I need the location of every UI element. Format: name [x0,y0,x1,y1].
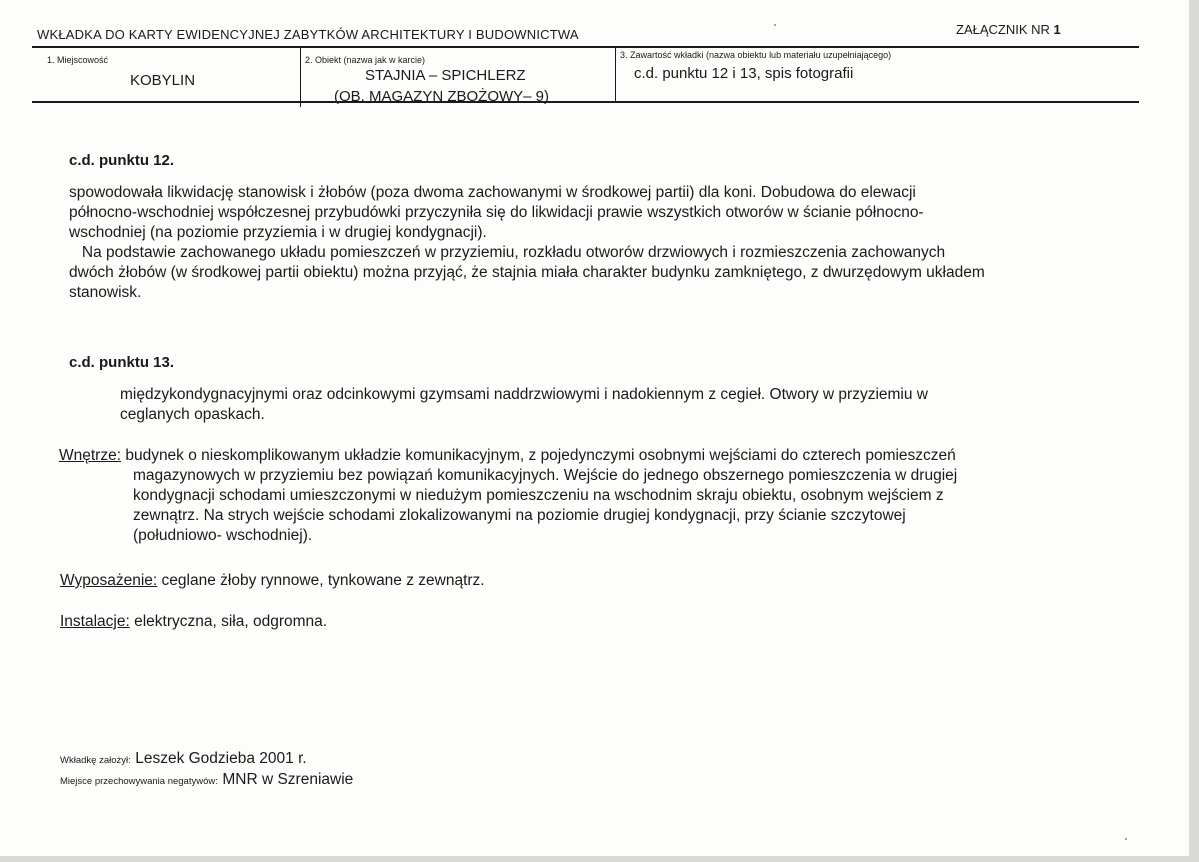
interior-row [59,446,956,466]
paragraph-line: spowodowała likwidację stanowisk i żłobów (poza dwoma zachowanymi w środkowej partii) dla koni. Dobudowa do elewacji [69,184,916,201]
paragraph-line: ceglanych opaskach. [120,406,265,423]
annex-label-text: ZAŁĄCZNIK NR [956,22,1050,37]
section-12-text [69,183,985,303]
installations-row [60,612,327,632]
installations-label: Instalacje: [60,613,130,630]
installations-value: elektryczna, siła, odgromna. [134,613,328,630]
paragraph-line: wschodniej (na poziomie przyziemia i w drugiej kondygnacji). [69,224,487,241]
storage-label: Miejsce przechowywania negatywów: [60,776,218,787]
object-value-line1: STAJNIA – SPICHLERZ [365,67,526,84]
column-divider-2 [615,47,616,103]
scan-speck [774,24,776,26]
scan-edge-right [1189,0,1199,862]
scan-edge-bottom [0,856,1199,862]
interior-text [133,466,957,546]
author-value: Leszek Godzieba 2001 r. [135,750,307,767]
paragraph-line: międzykondygnacyjnymi oraz odcinkowymi gzymsami naddrzwiowymi i nadokiennym z cegieł. Otwory w przyziemiu w [120,386,928,403]
document-title: WKŁADKA DO KARTY EWIDENCYJNEJ ZABYTKÓW ARCHITEKTURY I BUDOWNICTWA [37,27,579,42]
paragraph-line: Na podstawie zachowanego układu pomieszczeń w przyziemiu, rozkładu otworów drzwiowych i rozmieszczenia zachowanych [69,244,946,261]
equipment-label: Wyposażenie: [60,572,158,589]
content-value: c.d. punktu 12 i 13, spis fotografii [634,65,854,82]
scan-speck [1125,838,1127,840]
annex-number: 1 [1053,22,1061,37]
content-label: 3. Zawartość wkładki (nazwa obiektu lub materiału uzupełniającego) [620,50,892,60]
annex-label [956,22,1061,37]
section-13-text [120,385,928,425]
paragraph-line: północno-wschodniej współczesnej przybudówki przyczyniła się do likwidacji prawie wszystkich otworów w ścianie północno- [69,204,924,221]
locality-label: 1. Miejscowość [47,55,109,65]
author-label: Wkładkę założył: [60,755,131,766]
interior-label: Wnętrze: [59,447,122,464]
equipment-row [60,571,485,591]
paragraph-line: kondygnacji schodami umieszczonymi w niedużym pomieszczeniu na wschodnim skraju obiektu, osobnym wejściem z [133,487,944,504]
author-row [60,750,307,768]
section-12-heading: c.d. punktu 12. [69,152,175,169]
paragraph-line: (południowo- wschodniej). [133,527,313,544]
interior-first-line: budynek o nieskomplikowanym układzie komunikacyjnym, z pojedynczymi osobnymi wejściami do czterech pomieszczeń [125,447,956,464]
locality-value: KOBYLIN [130,72,196,89]
column-divider-1 [300,47,301,107]
section-13-heading: c.d. punktu 13. [69,354,175,371]
paragraph-line: stanowisk. [69,284,142,301]
header-rule-top [32,46,1139,48]
equipment-value: ceglane żłoby rynnowe, tynkowane z zewnątrz. [161,572,485,589]
storage-value: MNR w Szreniawie [222,771,354,788]
header-rule-bottom [32,101,1139,103]
paragraph-line: zewnątrz. Na strych wejście schodami zlokalizowanymi na poziomie drugiej kondygnacji, przy ścianie szczytowej [133,507,906,524]
object-value-line2: (OB. MAGAZYN ZBOŻOWY– 9) [334,88,550,105]
object-label: 2. Obiekt (nazwa jak w karcie) [305,55,426,65]
paragraph-line: magazynowych w przyziemiu bez powiązań komunikacyjnych. Wejście do jednego obszernego pomieszczenia w drugiej [133,467,958,484]
paragraph-line: dwóch żłobów (w środkowej partii obiektu) można przyjąć, że stajnia miała charakter budynku zamkniętego, z dwurzędowym układem [69,264,985,281]
storage-row [60,771,353,789]
